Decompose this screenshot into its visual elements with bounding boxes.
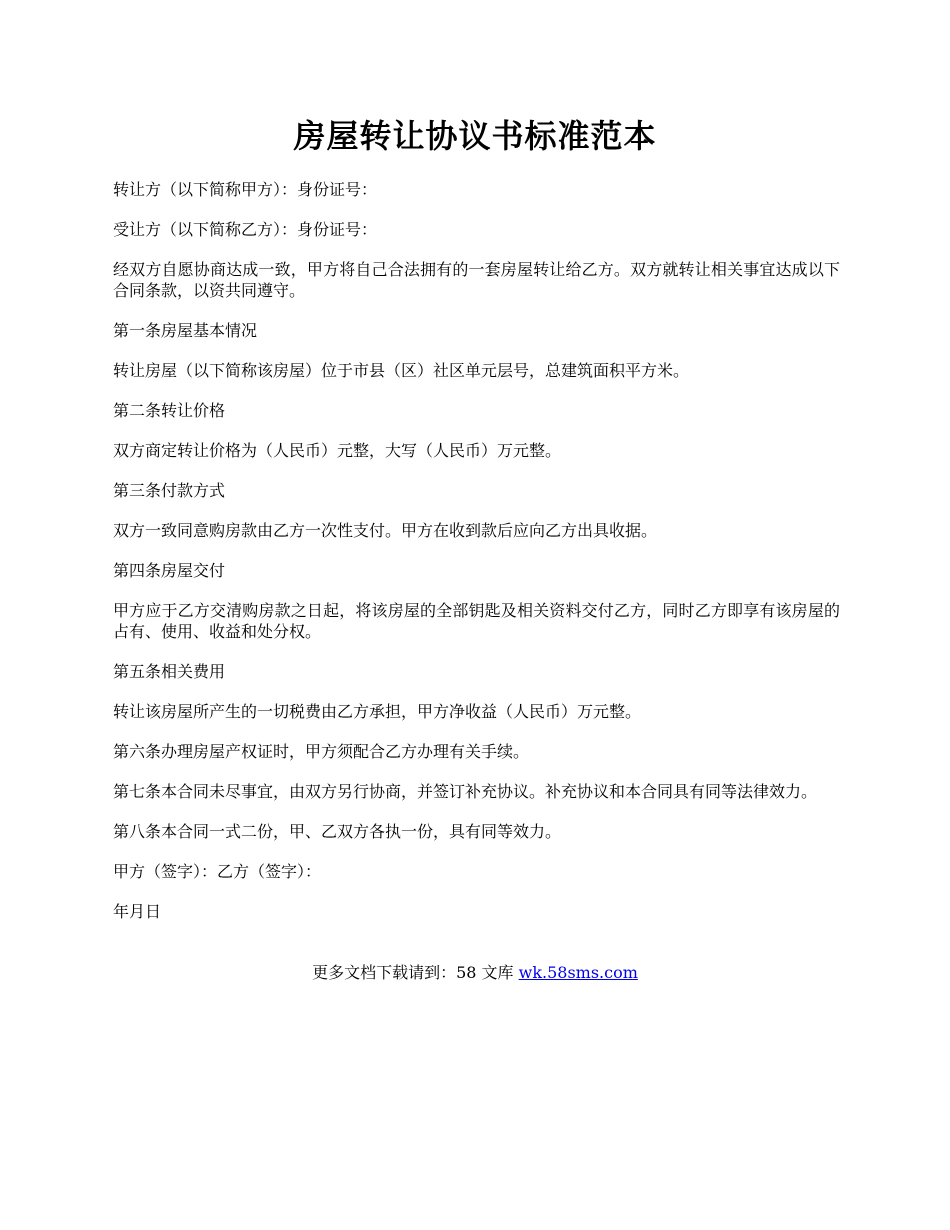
document-body	[113, 179, 840, 941]
paragraph-transferor: 转让方（以下简称甲方）：身份证号：	[113, 180, 378, 199]
clause-2-heading: 第二条转让价格	[113, 401, 226, 420]
clause-4-text: 甲方应于乙方交清购房款之日起，将该房屋的全部钥匙及相关资料交付乙方，同时乙方即享有该房屋的占有、使用、收益和处分权。	[113, 601, 840, 641]
clause-8-text: 第八条本合同一式二份，甲、乙双方各执一份，具有同等效力。	[113, 822, 562, 841]
clause-5-text: 转让该房屋所产生的一切税费由乙方承担，甲方净收益（人民币）万元整。	[113, 702, 642, 721]
footer-text: 更多文档下载请到：58 文库	[312, 963, 519, 982]
paragraph-transferee: 受让方（以下简称乙方）：身份证号：	[113, 220, 378, 239]
document-title: 房屋转让协议书标准范本	[293, 117, 657, 155]
clause-3-heading: 第三条付款方式	[113, 481, 226, 500]
date-line: 年月日	[113, 902, 162, 921]
footer-link[interactable]: wk.58sms.com	[518, 963, 638, 982]
clause-6-text: 第六条办理房屋产权证时，甲方须配合乙方办理有关手续。	[113, 742, 530, 761]
clause-4-heading: 第四条房屋交付	[113, 561, 226, 580]
clause-1-heading: 第一条房屋基本情况	[113, 321, 258, 340]
clause-1-text: 转让房屋（以下简称该房屋）位于市县（区）社区单元层号，总建筑面积平方米。	[113, 361, 690, 380]
paragraph-preamble: 经双方自愿协商达成一致，甲方将自己合法拥有的一套房屋转让给乙方。双方就转让相关事宜达成以下合同条款，以资共同遵守。	[113, 260, 840, 300]
footer-line	[0, 962, 950, 984]
clause-7-text: 第七条本合同未尽事宜，由双方另行协商，并签订补充协议。补充协议和本合同具有同等法律效力。	[113, 782, 818, 801]
clause-3-text: 双方一致同意购房款由乙方一次性支付。甲方在收到款后应向乙方出具收据。	[113, 521, 658, 540]
signature-line: 甲方（签字）：乙方（签字）：	[113, 862, 322, 881]
clause-2-text: 双方商定转让价格为（人民币）元整，大写（人民币）万元整。	[113, 441, 562, 460]
clause-5-heading: 第五条相关费用	[113, 662, 226, 681]
